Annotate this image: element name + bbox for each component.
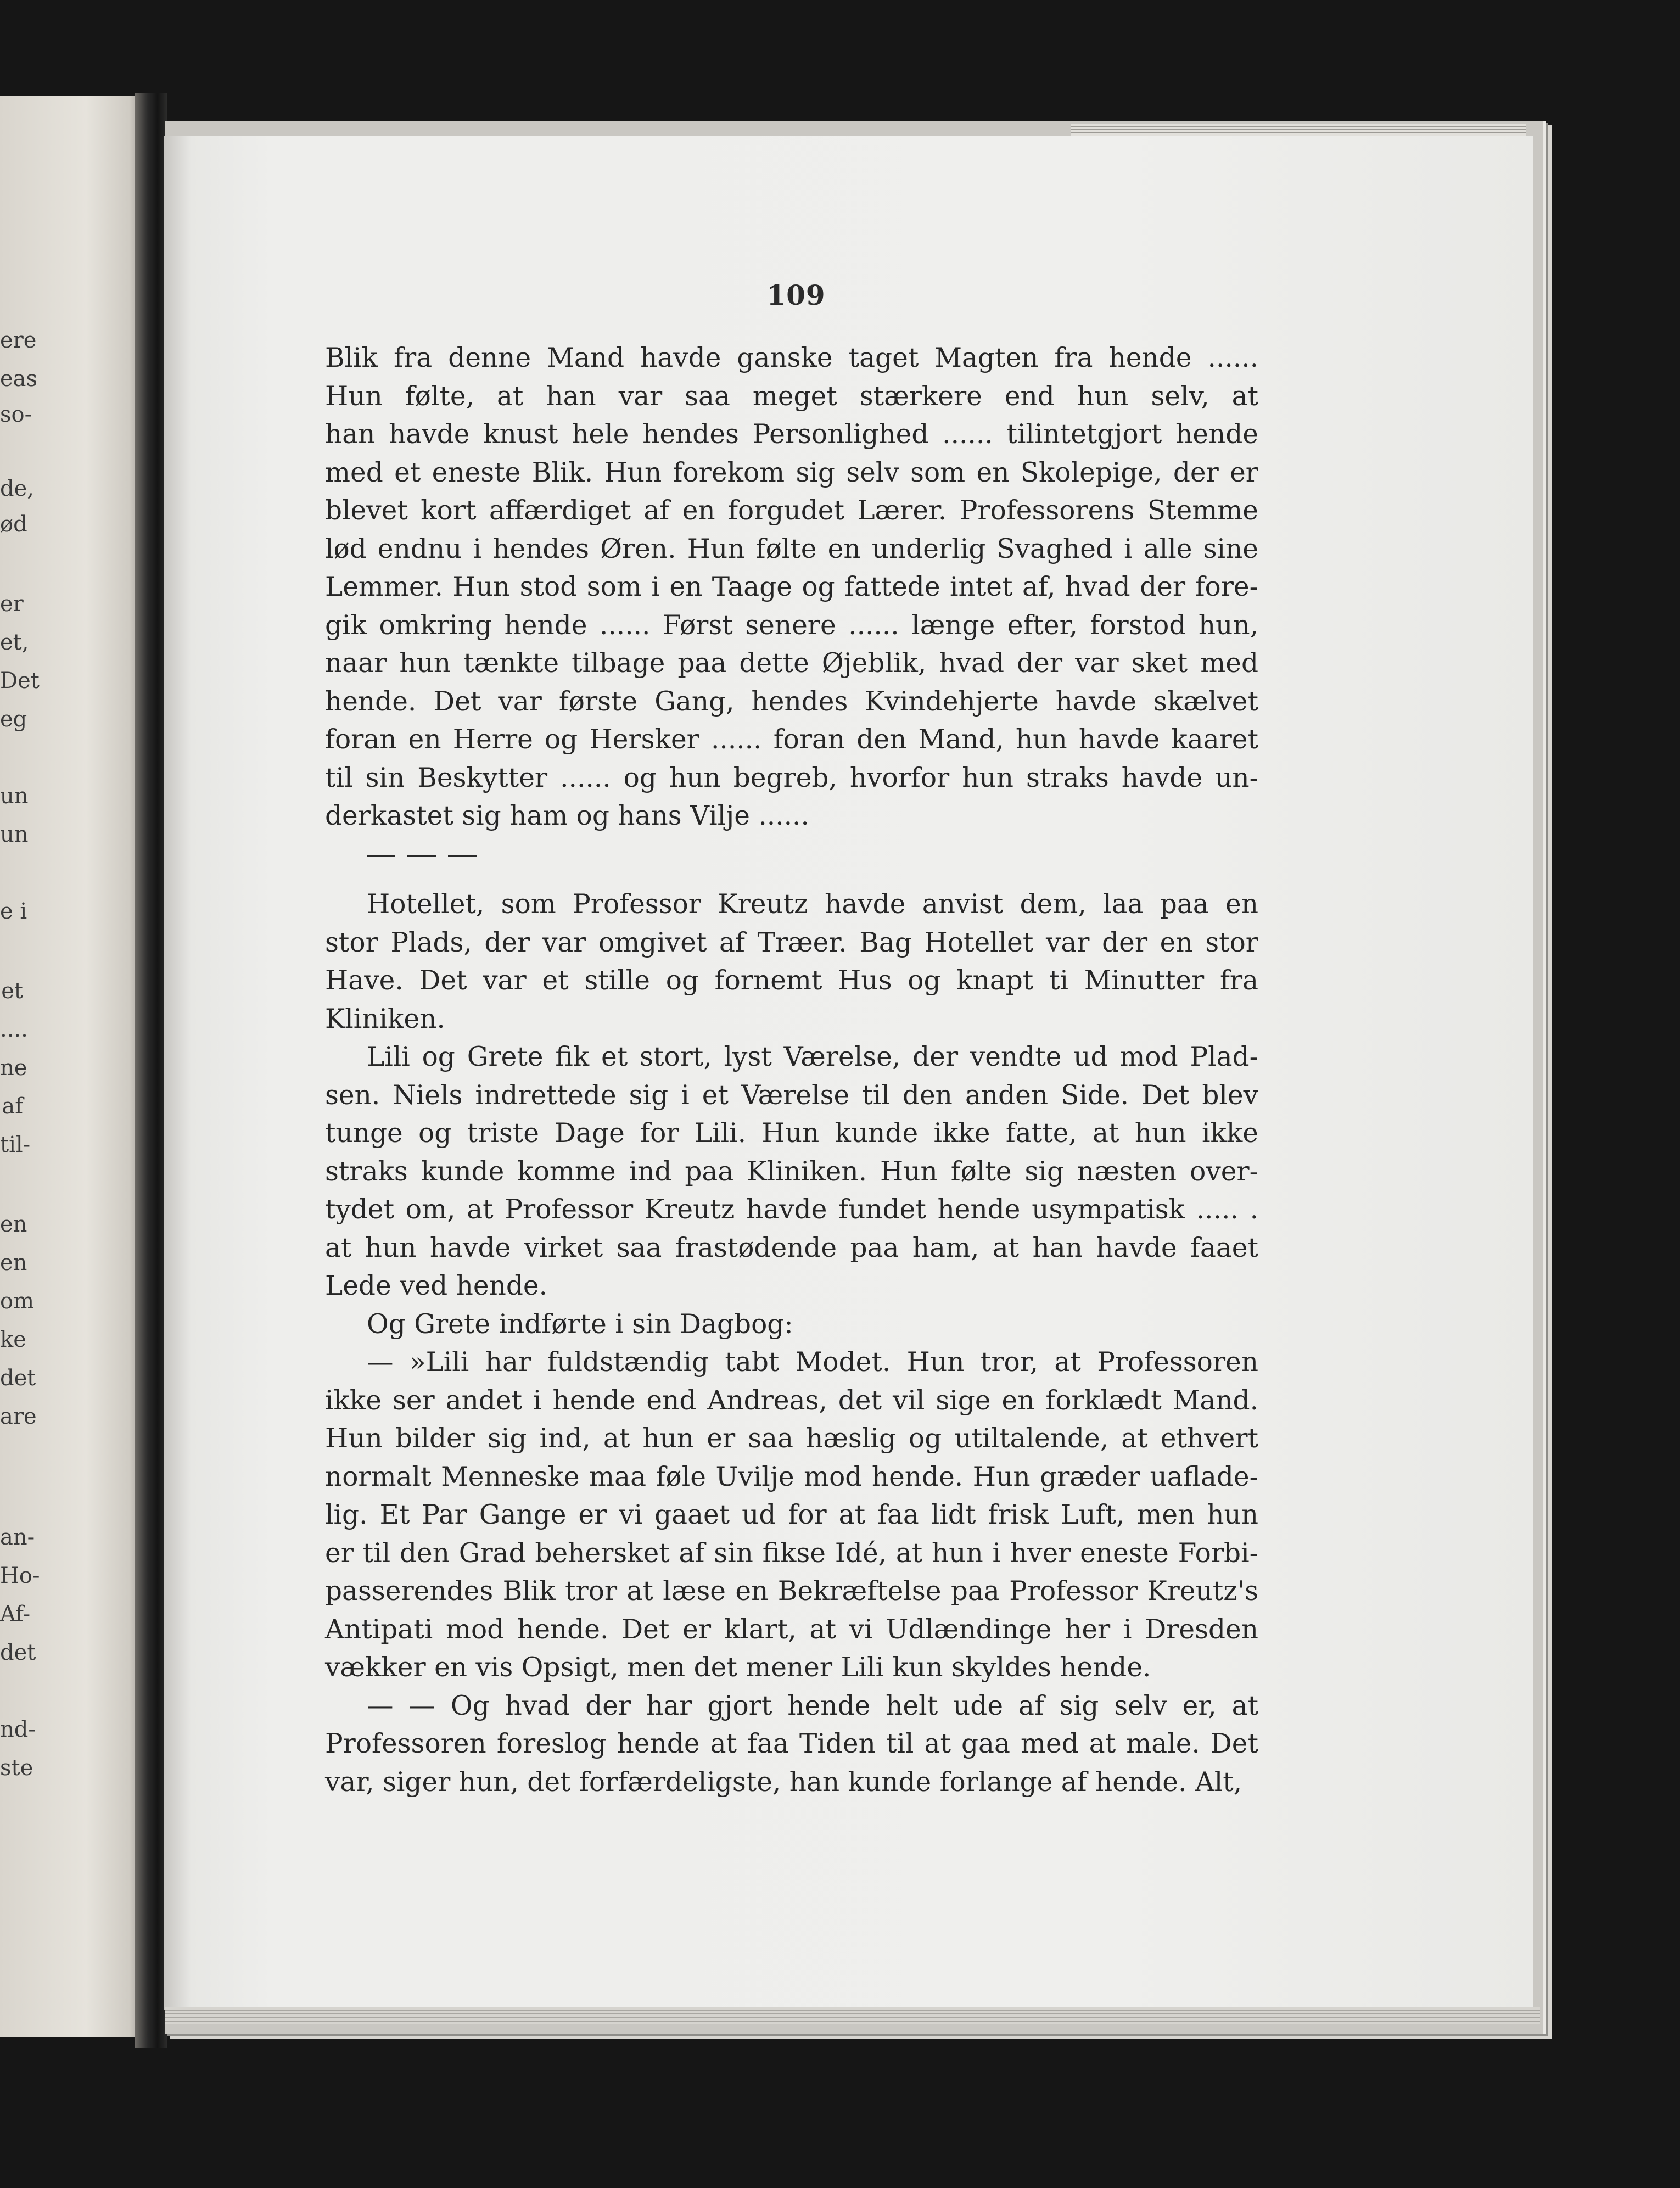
left-page-fragment: de, [0, 476, 34, 501]
left-page-fragment: en [0, 1250, 27, 1275]
text-line: at hun havde virket saa frastødende paa ham, at han havde faaet [325, 1232, 1258, 1263]
left-page-fragment: af [2, 1094, 23, 1119]
text-line: naar hun tænkte tilbage paa dette Øjeblik, hvad der var sket med [325, 648, 1258, 679]
text-line: til sin Beskytter ...... og hun begreb, hvorfor hun straks havde un- [325, 762, 1258, 793]
left-page-fragment: ste [0, 1755, 33, 1781]
left-page-fragment: Det [0, 668, 40, 693]
left-page-fragment: det [0, 1366, 36, 1391]
separator-dash [448, 855, 477, 857]
left-page-fragment: det [0, 1640, 36, 1665]
text-line: passerendes Blik tror at læse en Bekræftelse paa Professor Kreutz's [325, 1576, 1258, 1607]
text-line: lig. Et Par Gange er vi gaaet ud for at faa lidt frisk Luft, men hun [325, 1499, 1258, 1530]
left-page-fragment: ød [0, 512, 27, 537]
text-line: han havde knust hele hendes Personlighed ...... tilintetgjort hende [325, 419, 1258, 450]
text-line: Hotellet, som Professor Kreutz havde anvist dem, laa paa en [367, 889, 1258, 920]
text-line: normalt Menneske maa føle Uvilje mod hende. Hun græder uaflade- [325, 1461, 1258, 1492]
text-line: Lemmer. Hun stod som i en Taage og fattede intet af, hvad der fore- [325, 572, 1258, 602]
text-line: Have. Det var et stille og fornemt Hus og knapt ti Minutter fra [325, 965, 1258, 996]
text-line: Blik fra denne Mand havde ganske taget Magten fra hende ...... [325, 343, 1258, 373]
text-line: Lede ved hende. [325, 1271, 547, 1301]
left-page-fragment: et, [0, 630, 29, 655]
paragraph [325, 1306, 1258, 1344]
left-page-fragment: eg [0, 707, 27, 732]
text-line: Professoren foreslog hende at faa Tiden til at gaa med at male. Det [325, 1728, 1258, 1759]
paragraph [325, 886, 1258, 1038]
text-line: foran en Herre og Hersker ...... foran den Mand, hun havde kaaret [325, 724, 1258, 755]
left-page-fragment: til- [0, 1132, 31, 1157]
text-line: gik omkring hende ...... Først senere ...... længe efter, forstod hun, [325, 609, 1258, 641]
text-line: Kliniken. [325, 1003, 445, 1034]
section-gap [325, 874, 1258, 886]
left-page-fragment: Ho- [0, 1563, 40, 1588]
left-page-fragment: nd- [0, 1717, 36, 1742]
text-line: Lili og Grete fik et stort, lyst Værelse, der vendte ud mod Plad- [367, 1042, 1258, 1072]
text-line: var, siger hun, det forfærdeligste, han kunde forlange af hende. Alt, [325, 1766, 1242, 1798]
left-page-fragment: om [0, 1289, 35, 1314]
left-page-fragment: so- [0, 402, 32, 427]
text-line: straks kunde komme ind paa Kliniken. Hun følte sig næsten over- [325, 1156, 1258, 1187]
left-page-fragment: ere [0, 328, 37, 353]
text-line: tunge og triste Dage for Lili. Hun kunde ikke fatte, at hun ikke [325, 1118, 1258, 1149]
left-page-fragment: en [0, 1212, 27, 1237]
text-line: — »Lili har fuldstændig tabt Modet. Hun tror, at Professoren [367, 1347, 1258, 1378]
text-line: ikke ser andet i hende end Andreas, det vil sige en forklædt Mand. [325, 1385, 1258, 1416]
text-line: sen. Niels indrettede sig i et Værelse til den anden Side. Det blev [325, 1079, 1258, 1111]
text-line: Hun bilder sig ind, at hun er saa hæslig og utiltalende, at ethvert [325, 1423, 1258, 1454]
left-page-fragment: er [0, 591, 24, 617]
section-separator [325, 836, 1258, 874]
paragraph [325, 1687, 1258, 1802]
left-page-fragment: .... [0, 1017, 28, 1042]
text-line: med et eneste Blik. Hun forekom sig selv som en Skolepige, der er [325, 457, 1258, 488]
text-line: tydet om, at Professor Kreutz havde fundet hende usympatisk ..... . [325, 1194, 1258, 1225]
paragraph [325, 1038, 1258, 1306]
text-line: hende. Det var første Gang, hendes Kvindehjerte havde skælvet [325, 686, 1258, 717]
left-page-text-fragments [0, 96, 144, 2037]
separator-dash [367, 855, 395, 857]
text-line: stor Plads, der var omgivet af Træer. Bag Hotellet var der en stor [325, 927, 1258, 958]
left-page-fragment: un [0, 822, 29, 847]
text-line: lød endnu i hendes Øren. Hun følte en underlig Svaghed i alle sine [325, 533, 1258, 564]
paragraph [325, 1344, 1258, 1687]
text-line: vækker en vis Opsigt, men det mener Lili kun skyldes hende. [325, 1652, 1151, 1683]
text-line: — — Og hvad der har gjort hende helt ude af sig selv er, at [367, 1690, 1258, 1721]
book-gutter [135, 93, 167, 2048]
paragraph [325, 339, 1258, 836]
left-page-fragment: ke [0, 1327, 26, 1352]
left-facing-page [0, 96, 144, 2037]
page-body-text [325, 339, 1258, 1801]
page-bottom-edges [165, 2007, 1540, 2024]
left-page-fragment: Af- [0, 1602, 31, 1627]
text-line: Og Grete indførte i sin Dagbog: [367, 1308, 793, 1340]
left-page-fragment: eas [0, 366, 38, 391]
text-line: derkastet sig ham og hans Vilje ...... [325, 801, 809, 831]
separator-dash [407, 855, 436, 857]
text-line: er til den Grad behersket af sin fikse Idé, at hun i hver eneste Forbi- [325, 1537, 1258, 1569]
left-page-fragment: un [0, 784, 29, 809]
text-line: Hun følte, at han var saa meget stærkere end hun selv, at [325, 380, 1258, 412]
left-page-fragment: e i [0, 899, 27, 924]
text-line: Antipati mod hende. Det er klart, at vi Udlændinge her i Dresden [325, 1614, 1258, 1645]
text-line: blevet kort affærdiget af en forgudet Lærer. Professorens Stemme [325, 495, 1258, 526]
left-page-fragment: et [1, 978, 23, 1004]
left-page-fragment: ne [0, 1055, 27, 1081]
left-page-fragment: are [0, 1404, 37, 1429]
left-page-fragment: an- [0, 1525, 35, 1550]
page-number: 109 [766, 279, 826, 311]
